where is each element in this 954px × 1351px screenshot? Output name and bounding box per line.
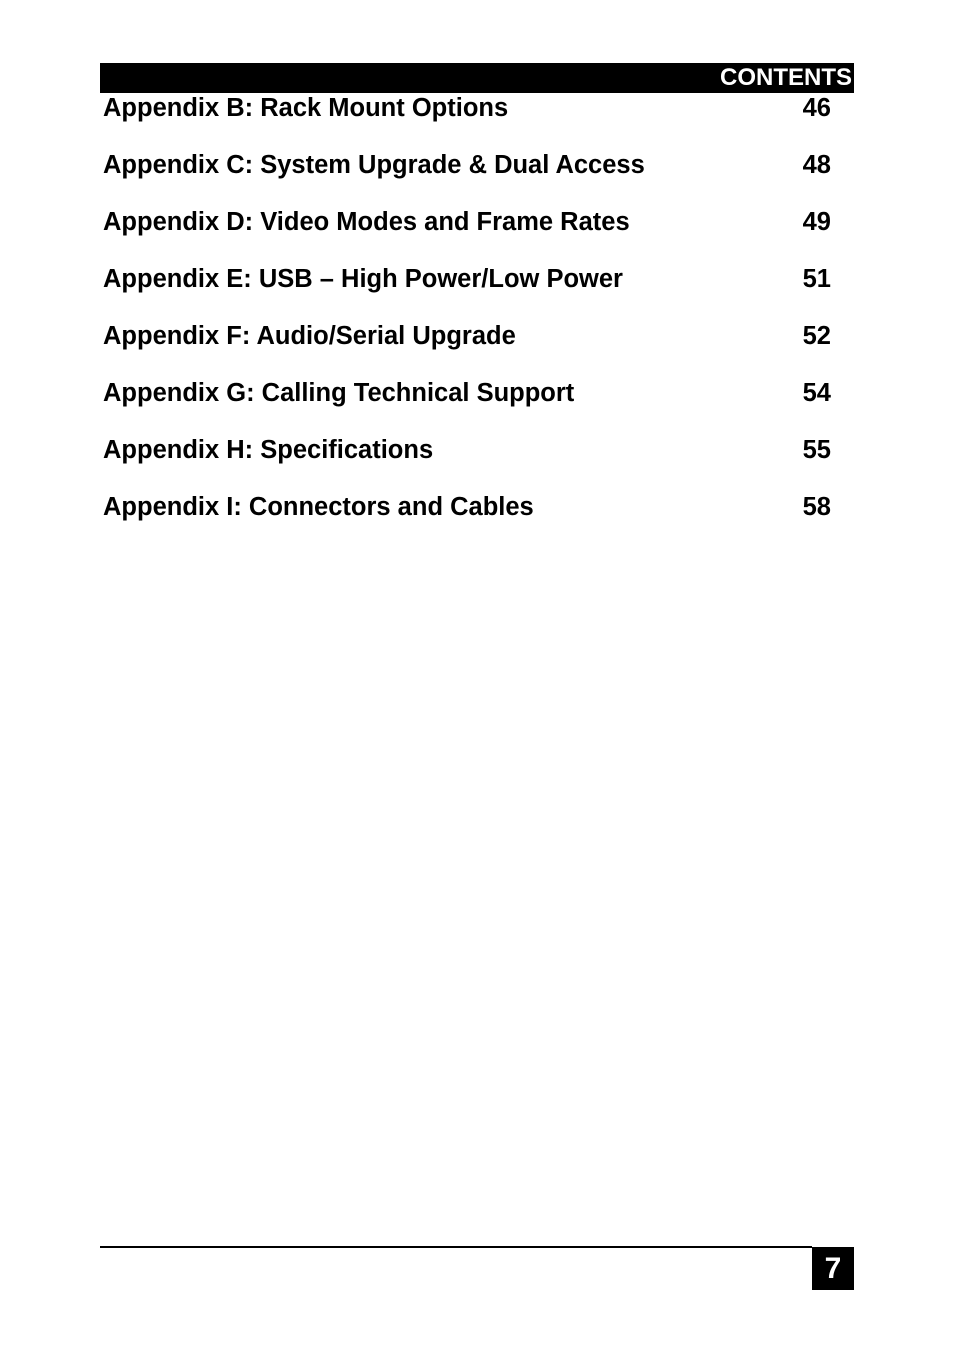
toc-entry-page: 49 <box>802 208 831 236</box>
toc-entry-label: Appendix I: Connectors and Cables <box>103 493 534 521</box>
toc-entry-label: Appendix B: Rack Mount Options <box>103 94 509 122</box>
toc-entry-appendix-b[interactable] <box>103 92 831 149</box>
toc-entry-appendix-h[interactable] <box>103 434 831 491</box>
toc-entry-appendix-e[interactable] <box>103 263 831 320</box>
page-number: 7 <box>824 1251 842 1285</box>
toc-entry-label: Appendix E: USB – High Power/Low Power <box>103 265 623 293</box>
toc-entry-label: Appendix C: System Upgrade & Dual Access <box>103 151 645 179</box>
toc-entry-appendix-c[interactable] <box>103 149 831 206</box>
toc-entry-page: 46 <box>802 94 831 122</box>
toc-entry-appendix-f[interactable] <box>103 320 831 377</box>
toc-entry-label: Appendix F: Audio/Serial Upgrade <box>103 322 516 350</box>
footer-divider <box>100 1246 812 1248</box>
toc-entry-page: 55 <box>802 436 831 464</box>
toc-entry-page: 52 <box>802 322 831 350</box>
header-bar <box>100 63 854 93</box>
toc-entry-label: Appendix G: Calling Technical Support <box>103 379 575 407</box>
toc-entry-label: Appendix H: Specifications <box>103 436 434 464</box>
toc-entry-appendix-d[interactable] <box>103 206 831 263</box>
toc-entry-page: 58 <box>802 493 831 521</box>
toc-entry-appendix-i[interactable] <box>103 491 831 548</box>
section-title: CONTENTS <box>720 64 852 91</box>
page-number-badge <box>812 1247 854 1290</box>
toc-entry-appendix-g[interactable] <box>103 377 831 434</box>
table-of-contents <box>103 92 831 548</box>
toc-entry-page: 54 <box>802 379 831 407</box>
toc-entry-label: Appendix D: Video Modes and Frame Rates <box>103 208 630 236</box>
toc-entry-page: 51 <box>802 265 831 293</box>
toc-entry-page: 48 <box>802 151 831 179</box>
